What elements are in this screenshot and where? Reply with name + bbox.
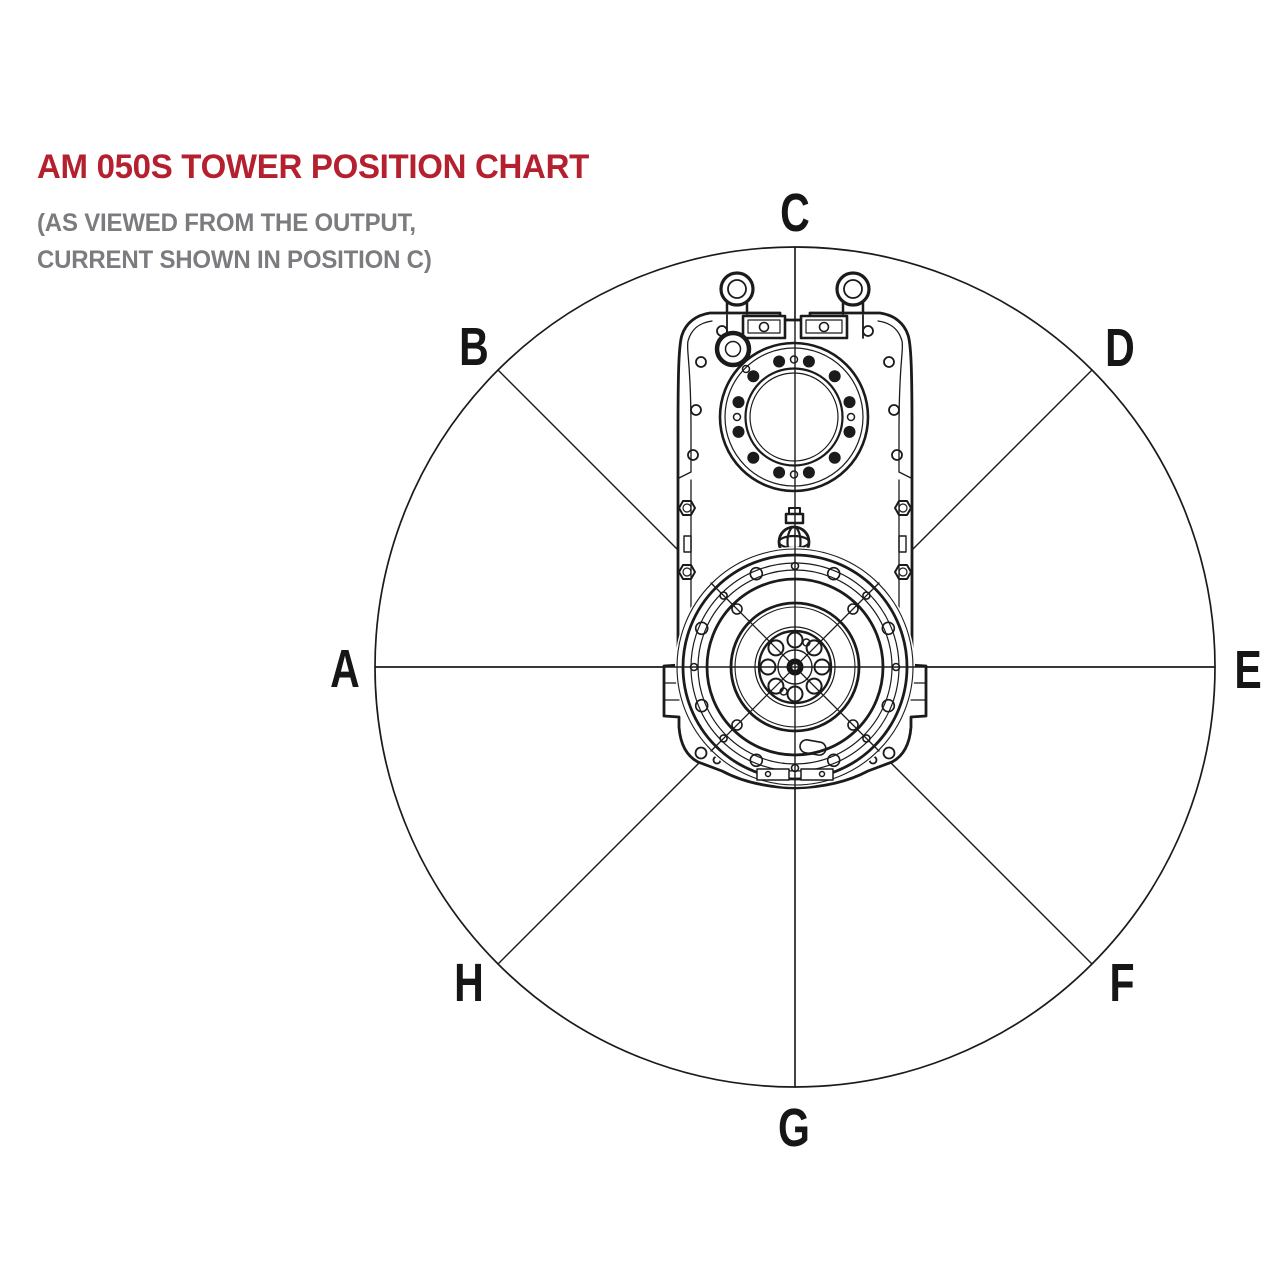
top-pad-right: [801, 316, 847, 338]
input-flange: [720, 343, 868, 491]
lifting-eye-left: [721, 273, 753, 315]
page-title: AM 050S TOWER POSITION CHART: [37, 148, 589, 186]
position-label-g: G: [778, 1098, 810, 1159]
position-label-c: C: [780, 183, 810, 244]
filler-plug: [717, 333, 749, 365]
lifting-eye-right: [837, 273, 869, 315]
subtitle-line-2: CURRENT SHOWN IN POSITION C): [37, 246, 432, 274]
position-label-d: D: [1105, 318, 1135, 379]
position-label-e: E: [1234, 640, 1262, 701]
subtitle-line-1: (AS VIEWED FROM THE OUTPUT,: [37, 209, 416, 237]
top-pad-left: [743, 316, 785, 338]
position-label-b: B: [459, 317, 489, 378]
position-label-h: H: [454, 953, 484, 1014]
position-label-a: A: [330, 639, 360, 700]
position-label-f: F: [1109, 953, 1135, 1014]
